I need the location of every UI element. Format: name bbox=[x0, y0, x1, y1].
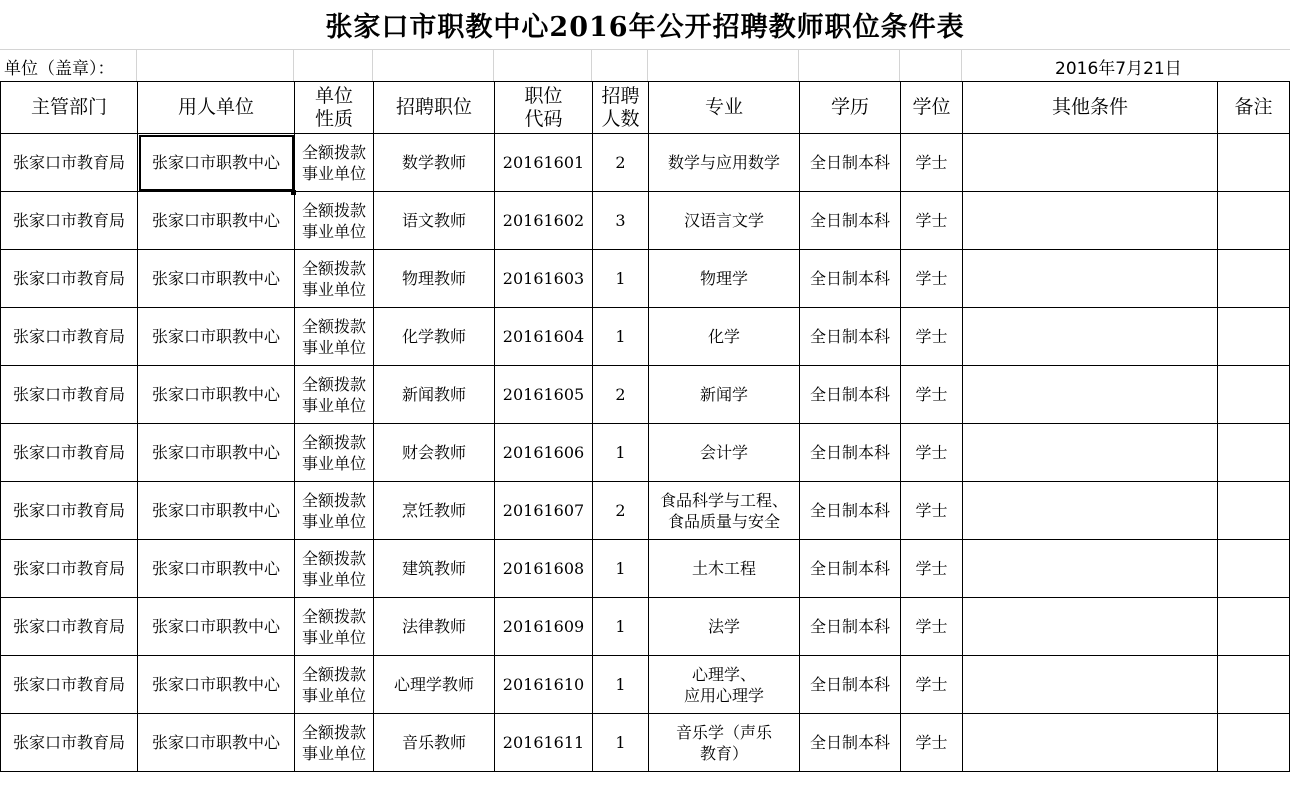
header-employer[interactable] bbox=[138, 82, 295, 134]
table-row bbox=[1, 134, 1290, 192]
cell-employer[interactable]: 张家口市职教中心 bbox=[138, 656, 295, 714]
cell-code[interactable]: 20161604 bbox=[495, 308, 593, 366]
fill-handle[interactable] bbox=[291, 190, 296, 195]
cell-other[interactable] bbox=[963, 134, 1218, 192]
cell-employer[interactable]: 张家口市职教中心 bbox=[138, 714, 295, 772]
cell-major[interactable] bbox=[649, 366, 800, 424]
cell-major[interactable] bbox=[649, 540, 800, 598]
cell-nature[interactable] bbox=[295, 250, 374, 308]
cell-line: 招聘职位 bbox=[395, 96, 472, 118]
cell-line: 代码 bbox=[524, 107, 563, 130]
grid-cell[interactable] bbox=[294, 50, 373, 81]
cell-note[interactable] bbox=[1218, 308, 1290, 366]
table-row bbox=[1, 482, 1290, 540]
position-table bbox=[0, 81, 1290, 772]
cell-line: 招聘 bbox=[601, 84, 640, 107]
cell-note[interactable] bbox=[1218, 366, 1290, 424]
cell-employer[interactable]: 张家口市职教中心 bbox=[138, 598, 295, 656]
cell-line: 事业单位 bbox=[301, 627, 366, 647]
cell-employer[interactable]: 张家口市职教中心 bbox=[138, 424, 295, 482]
cell-line: 物理学 bbox=[699, 269, 748, 288]
cell-code[interactable]: 20161602 bbox=[495, 192, 593, 250]
cell-nature[interactable] bbox=[295, 540, 374, 598]
cell-education[interactable]: 全日制本科 bbox=[800, 134, 901, 192]
cell-degree[interactable]: 学士 bbox=[901, 482, 963, 540]
cell-code[interactable]: 20161606 bbox=[495, 424, 593, 482]
cell-education[interactable]: 全日制本科 bbox=[800, 540, 901, 598]
unit-row bbox=[0, 50, 1290, 81]
cell-dept[interactable]: 张家口市教育局 bbox=[1, 656, 138, 714]
cell-note[interactable] bbox=[1218, 714, 1290, 772]
cell-code[interactable]: 20161605 bbox=[495, 366, 593, 424]
cell-dept[interactable]: 张家口市教育局 bbox=[1, 424, 138, 482]
cell-code[interactable]: 20161603 bbox=[495, 250, 593, 308]
cell-position[interactable]: 音乐教师 bbox=[374, 714, 495, 772]
cell-employer[interactable]: 张家口市职教中心 bbox=[138, 192, 295, 250]
cell-dept[interactable]: 张家口市教育局 bbox=[1, 250, 138, 308]
cell-nature[interactable] bbox=[295, 308, 374, 366]
cell-count[interactable]: 3 bbox=[593, 192, 649, 250]
cell-degree[interactable]: 学士 bbox=[901, 656, 963, 714]
cell-note[interactable] bbox=[1218, 250, 1290, 308]
header-nature[interactable] bbox=[295, 82, 374, 134]
cell-other[interactable] bbox=[963, 250, 1218, 308]
grid-cell[interactable] bbox=[373, 50, 494, 81]
cell-count[interactable]: 1 bbox=[593, 540, 649, 598]
cell-count[interactable]: 1 bbox=[593, 250, 649, 308]
cell-other[interactable] bbox=[963, 656, 1218, 714]
cell-line: 会计学 bbox=[699, 443, 748, 462]
cell-line: 应用心理学 bbox=[683, 685, 764, 705]
cell-employer[interactable]: 张家口市职教中心 bbox=[138, 366, 295, 424]
cell-dept[interactable]: 张家口市教育局 bbox=[1, 308, 138, 366]
cell-line: 全额拨款 bbox=[301, 258, 366, 278]
cell-line: 教育） bbox=[699, 743, 748, 763]
cell-line: 汉语言文学 bbox=[683, 211, 764, 230]
cell-nature[interactable] bbox=[295, 656, 374, 714]
cell-note[interactable] bbox=[1218, 424, 1290, 482]
table-row bbox=[1, 192, 1290, 250]
cell-line: 新闻学 bbox=[699, 385, 748, 404]
cell-dept[interactable]: 张家口市教育局 bbox=[1, 540, 138, 598]
cell-line: 备注 bbox=[1234, 96, 1273, 118]
cell-nature[interactable] bbox=[295, 482, 374, 540]
cell-line: 职位 bbox=[524, 84, 563, 107]
cell-line: 数学与应用数学 bbox=[667, 153, 780, 172]
cell-line: 事业单位 bbox=[301, 221, 366, 241]
cell-line: 全额拨款 bbox=[301, 490, 366, 510]
header-education[interactable] bbox=[800, 82, 901, 134]
header-row bbox=[1, 82, 1290, 134]
cell-line: 全额拨款 bbox=[301, 664, 366, 684]
cell-code[interactable]: 20161608 bbox=[495, 540, 593, 598]
cell-other[interactable] bbox=[963, 192, 1218, 250]
cell-position[interactable]: 物理教师 bbox=[374, 250, 495, 308]
cell-count[interactable]: 1 bbox=[593, 598, 649, 656]
cell-employer[interactable]: 张家口市职教中心 bbox=[138, 250, 295, 308]
cell-other[interactable] bbox=[963, 308, 1218, 366]
table-row bbox=[1, 308, 1290, 366]
cell-education[interactable]: 全日制本科 bbox=[800, 366, 901, 424]
cell-major[interactable] bbox=[649, 482, 800, 540]
cell-dept[interactable]: 张家口市教育局 bbox=[1, 714, 138, 772]
cell-major[interactable] bbox=[649, 134, 800, 192]
cell-line: 全额拨款 bbox=[301, 374, 366, 394]
cell-note[interactable] bbox=[1218, 598, 1290, 656]
cell-line: 食品质量与安全 bbox=[667, 511, 780, 531]
cell-degree[interactable]: 学士 bbox=[901, 192, 963, 250]
cell-line: 事业单位 bbox=[301, 511, 366, 531]
cell-education[interactable]: 全日制本科 bbox=[800, 250, 901, 308]
cell-line: 全额拨款 bbox=[301, 142, 366, 162]
cell-count[interactable]: 1 bbox=[593, 424, 649, 482]
cell-code[interactable]: 20161607 bbox=[495, 482, 593, 540]
cell-note[interactable] bbox=[1218, 192, 1290, 250]
table-row bbox=[1, 366, 1290, 424]
cell-position[interactable]: 化学教师 bbox=[374, 308, 495, 366]
cell-degree[interactable]: 学士 bbox=[901, 714, 963, 772]
cell-line: 人数 bbox=[601, 107, 640, 130]
cell-line: 单位 bbox=[314, 84, 353, 107]
cell-degree[interactable]: 学士 bbox=[901, 598, 963, 656]
grid-cell[interactable] bbox=[799, 50, 900, 81]
cell-note[interactable] bbox=[1218, 540, 1290, 598]
cell-line: 专业 bbox=[704, 96, 743, 118]
cell-dept[interactable]: 张家口市教育局 bbox=[1, 192, 138, 250]
cell-line: 其他条件 bbox=[1051, 96, 1128, 118]
cell-line: 事业单位 bbox=[301, 743, 366, 763]
cell-degree[interactable]: 学士 bbox=[901, 540, 963, 598]
cell-degree[interactable]: 学士 bbox=[901, 134, 963, 192]
cell-education[interactable]: 全日制本科 bbox=[800, 424, 901, 482]
cell-employer[interactable]: 张家口市职教中心 bbox=[138, 134, 295, 192]
cell-line: 事业单位 bbox=[301, 569, 366, 589]
cell-code[interactable]: 20161611 bbox=[495, 714, 593, 772]
cell-dept[interactable]: 张家口市教育局 bbox=[1, 134, 138, 192]
cell-position[interactable]: 烹饪教师 bbox=[374, 482, 495, 540]
cell-dept[interactable]: 张家口市教育局 bbox=[1, 598, 138, 656]
cell-education[interactable]: 全日制本科 bbox=[800, 192, 901, 250]
cell-degree[interactable]: 学士 bbox=[901, 308, 963, 366]
cell-nature[interactable] bbox=[295, 714, 374, 772]
cell-line: 学历 bbox=[830, 96, 869, 118]
header-degree[interactable] bbox=[901, 82, 963, 134]
cell-education[interactable]: 全日制本科 bbox=[800, 714, 901, 772]
cell-position[interactable]: 财会教师 bbox=[374, 424, 495, 482]
cell-line: 法学 bbox=[707, 617, 740, 636]
cell-dept[interactable]: 张家口市教育局 bbox=[1, 366, 138, 424]
cell-nature[interactable] bbox=[295, 424, 374, 482]
cell-line: 事业单位 bbox=[301, 163, 366, 183]
cell-line: 主管部门 bbox=[30, 96, 107, 118]
cell-nature[interactable] bbox=[295, 134, 374, 192]
cell-count[interactable]: 1 bbox=[593, 714, 649, 772]
header-dept[interactable] bbox=[1, 82, 138, 134]
cell-degree[interactable]: 学士 bbox=[901, 366, 963, 424]
cell-education[interactable]: 全日制本科 bbox=[800, 598, 901, 656]
cell-position[interactable]: 语文教师 bbox=[374, 192, 495, 250]
cell-nature[interactable] bbox=[295, 598, 374, 656]
unit-seal-label: 单位（盖章）： bbox=[4, 59, 115, 79]
cell-line: 化学 bbox=[707, 327, 740, 346]
cell-position[interactable]: 数学教师 bbox=[374, 134, 495, 192]
cell-degree[interactable]: 学士 bbox=[901, 424, 963, 482]
cell-major[interactable] bbox=[649, 598, 800, 656]
cell-count[interactable]: 2 bbox=[593, 134, 649, 192]
cell-note[interactable] bbox=[1218, 656, 1290, 714]
cell-other[interactable] bbox=[963, 424, 1218, 482]
cell-count[interactable]: 2 bbox=[593, 482, 649, 540]
cell-code[interactable]: 20161601 bbox=[495, 134, 593, 192]
cell-position[interactable]: 新闻教师 bbox=[374, 366, 495, 424]
cell-other[interactable] bbox=[963, 540, 1218, 598]
cell-line: 食品科学与工程、 bbox=[659, 490, 788, 510]
cell-education[interactable]: 全日制本科 bbox=[800, 656, 901, 714]
sheet-title[interactable]: 张家口市职教中心2016年公开招聘教师职位条件表 bbox=[0, 0, 1290, 50]
grid-cell[interactable] bbox=[494, 50, 592, 81]
cell-count[interactable]: 2 bbox=[593, 366, 649, 424]
header-other[interactable] bbox=[963, 82, 1218, 134]
cell-major[interactable] bbox=[649, 424, 800, 482]
table-row bbox=[1, 424, 1290, 482]
cell-line: 心理学、 bbox=[691, 664, 756, 684]
cell-major[interactable] bbox=[649, 250, 800, 308]
cell-position[interactable]: 心理学教师 bbox=[374, 656, 495, 714]
cell-major[interactable] bbox=[649, 192, 800, 250]
table-row bbox=[1, 250, 1290, 308]
cell-nature[interactable] bbox=[295, 366, 374, 424]
cell-employer[interactable]: 张家口市职教中心 bbox=[138, 482, 295, 540]
cell-nature[interactable] bbox=[295, 192, 374, 250]
cell-other[interactable] bbox=[963, 598, 1218, 656]
table-date: 2016年7月21日 bbox=[1055, 59, 1182, 79]
cell-major[interactable] bbox=[649, 656, 800, 714]
cell-count[interactable]: 1 bbox=[593, 308, 649, 366]
table-row bbox=[1, 656, 1290, 714]
grid-cell[interactable] bbox=[648, 50, 799, 81]
cell-line: 事业单位 bbox=[301, 453, 366, 473]
cell-line: 全额拨款 bbox=[301, 200, 366, 220]
cell-line: 事业单位 bbox=[301, 337, 366, 357]
cell-line: 事业单位 bbox=[301, 685, 366, 705]
cell-other[interactable] bbox=[963, 714, 1218, 772]
cell-other[interactable] bbox=[963, 366, 1218, 424]
cell-line: 全额拨款 bbox=[301, 432, 366, 452]
cell-employer[interactable]: 张家口市职教中心 bbox=[138, 308, 295, 366]
cell-line: 音乐学（声乐 bbox=[675, 722, 772, 742]
grid-cell[interactable] bbox=[900, 50, 962, 81]
header-major[interactable] bbox=[649, 82, 800, 134]
cell-employer[interactable]: 张家口市职教中心 bbox=[138, 540, 295, 598]
cell-line: 用人单位 bbox=[177, 96, 254, 118]
cell-dept[interactable]: 张家口市教育局 bbox=[1, 482, 138, 540]
cell-education[interactable]: 全日制本科 bbox=[800, 482, 901, 540]
cell-line: 全额拨款 bbox=[301, 606, 366, 626]
table-row bbox=[1, 714, 1290, 772]
header-count[interactable] bbox=[593, 82, 649, 134]
cell-position[interactable]: 建筑教师 bbox=[374, 540, 495, 598]
cell-major[interactable] bbox=[649, 714, 800, 772]
cell-major[interactable] bbox=[649, 308, 800, 366]
cell-degree[interactable]: 学士 bbox=[901, 250, 963, 308]
table-row bbox=[1, 540, 1290, 598]
cell-line: 事业单位 bbox=[301, 395, 366, 415]
cell-line: 学位 bbox=[912, 96, 951, 118]
header-position[interactable] bbox=[374, 82, 495, 134]
grid-cell[interactable] bbox=[592, 50, 648, 81]
cell-line: 事业单位 bbox=[301, 279, 366, 299]
grid-cell[interactable] bbox=[137, 50, 294, 81]
cell-count[interactable]: 1 bbox=[593, 656, 649, 714]
cell-line: 全额拨款 bbox=[301, 316, 366, 336]
cell-line: 土木工程 bbox=[691, 559, 756, 578]
cell-line: 性质 bbox=[314, 107, 353, 130]
cell-line: 全额拨款 bbox=[301, 548, 366, 568]
cell-code[interactable]: 20161610 bbox=[495, 656, 593, 714]
header-code[interactable] bbox=[495, 82, 593, 134]
cell-code[interactable]: 20161609 bbox=[495, 598, 593, 656]
cell-other[interactable] bbox=[963, 482, 1218, 540]
cell-note[interactable] bbox=[1218, 134, 1290, 192]
header-note[interactable] bbox=[1218, 82, 1290, 134]
cell-note[interactable] bbox=[1218, 482, 1290, 540]
cell-position[interactable]: 法律教师 bbox=[374, 598, 495, 656]
cell-education[interactable]: 全日制本科 bbox=[800, 308, 901, 366]
table-row bbox=[1, 598, 1290, 656]
cell-line: 全额拨款 bbox=[301, 722, 366, 742]
